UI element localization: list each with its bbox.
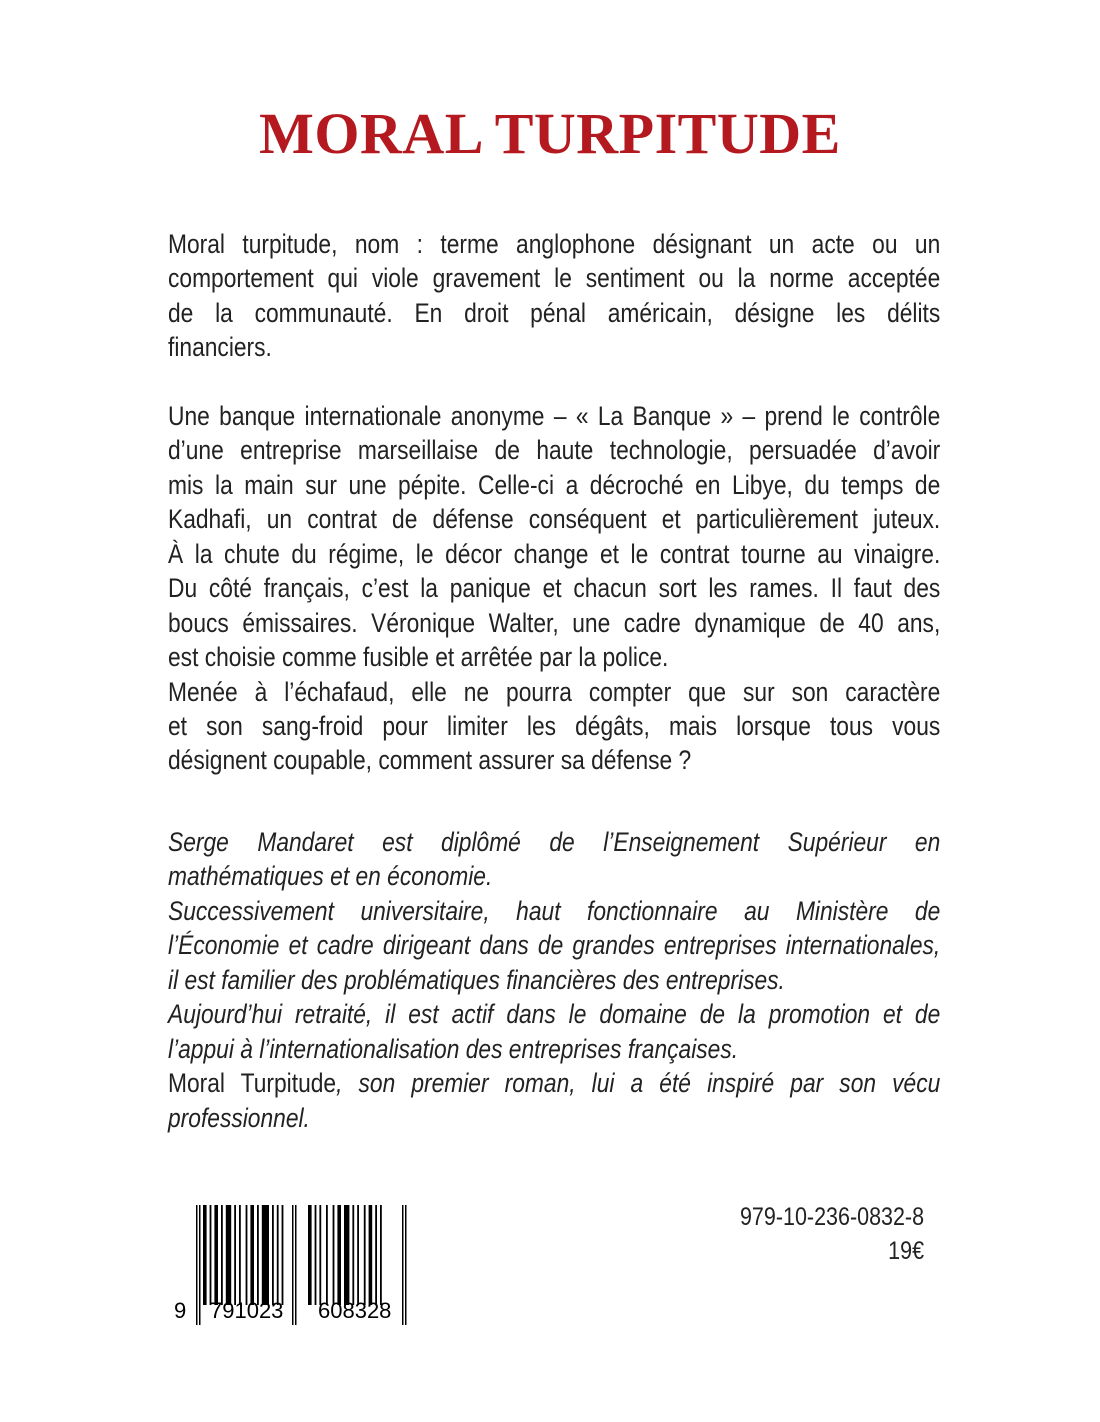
bio-line: Aujourd’hui retraité, il est actif dans le domaine de la promotion et de — [168, 999, 941, 1030]
text-line: Du côté français, c’est la panique et chacun sort les rames. Il faut des — [168, 573, 941, 604]
barcode-bar — [333, 1205, 335, 1305]
barcode-digit-first: 9 — [174, 1298, 187, 1323]
barcode-guard-bar — [405, 1205, 407, 1325]
barcode-bar — [380, 1205, 382, 1305]
barcode-bar — [210, 1205, 212, 1305]
bio-line: Successivement universitaire, haut fonctionnaire au Ministère de — [168, 895, 941, 926]
text-line: et son sang-froid pour limiter les dégâts, mais lorsque tous vous — [168, 710, 941, 741]
barcode-bar — [234, 1205, 236, 1305]
barcode — [170, 1200, 430, 1330]
barcode-bar — [315, 1205, 317, 1305]
barcode-bar — [308, 1205, 312, 1305]
text-line: À la chute du régime, le décor change et le contrat tourne au vinaigre. — [168, 538, 941, 569]
bio-line: l’Économie et cadre dirigeant dans de grandes entreprises internationales, — [168, 930, 941, 961]
bio-line: Serge Mandaret est diplômé de l’Enseignement Supérieur en — [168, 827, 941, 857]
text-line: boucs émissaires. Véronique Walter, une cadre dynamique de 40 ans, — [168, 607, 941, 638]
barcode-bar — [319, 1205, 321, 1305]
barcode-bar — [364, 1205, 366, 1305]
barcode-digits-left: 791023 — [210, 1298, 284, 1323]
text-line: Menée à l’échafaud, elle ne pourra compter que sur son caractère — [168, 676, 941, 707]
bio-text: , son premier roman, lui a été inspiré par son vécu — [336, 1068, 941, 1099]
barcode-digits-right: 608328 — [318, 1298, 392, 1323]
barcode-guard-bar — [292, 1205, 294, 1325]
isbn: 979-10-236-0832-8 — [739, 1203, 924, 1231]
bio-line: l’appui à l’internationalisation des entreprises françaises. — [168, 1033, 739, 1064]
barcode-bar — [226, 1205, 231, 1305]
barcode-bar — [352, 1205, 354, 1305]
barcode-bar — [326, 1205, 328, 1305]
text-line: comportement qui viole gravement le sentiment ou la norme acceptée — [168, 263, 941, 294]
barcode-bar — [250, 1205, 254, 1305]
barcode-bar — [272, 1205, 274, 1305]
isbn-price — [740, 1200, 924, 1268]
barcode-bar — [277, 1205, 279, 1305]
text-line: désignent coupable, comment assurer sa défense ? — [168, 745, 692, 776]
bio-line: mathématiques et en économie. — [168, 861, 493, 892]
text-line: Une banque internationale anonyme – « La Banque » – prend le contrôle — [168, 401, 941, 431]
barcode-bar — [369, 1205, 373, 1305]
text-line: mis la main sur une pépite. Celle-ci a décroché en Libye, du temps de — [168, 469, 941, 500]
text-line: Kadhafi, un contrat de défense conséquent et particulièrement juteux. — [168, 504, 941, 535]
text-line: financiers. — [168, 332, 272, 363]
bio-line: il est familier des problématiques financières des entreprises. — [168, 964, 785, 995]
text-line: Moral turpitude, nom : terme anglophone désignant un acte ou un — [168, 229, 941, 259]
barcode-bar — [344, 1205, 349, 1305]
synopsis-paragraph — [168, 399, 940, 778]
bio-line — [168, 1066, 940, 1100]
barcode-bar — [214, 1205, 218, 1305]
barcode-bar — [375, 1205, 377, 1305]
barcode-bar — [257, 1205, 259, 1305]
definition-paragraph — [168, 227, 940, 365]
barcode-bar — [246, 1205, 248, 1305]
barcode-bar — [262, 1205, 269, 1305]
barcode-bar — [221, 1205, 223, 1305]
barcode-guard-bar — [402, 1205, 404, 1325]
book-title: MORAL TURPITUDE — [259, 101, 841, 166]
barcode-bar — [239, 1205, 241, 1305]
barcode-bar — [357, 1205, 359, 1305]
text-line: de la communauté. En droit pénal américain, désigne les délits — [168, 297, 941, 328]
text-line: d’une entreprise marseillaise de haute technologie, persuadée d’avoir — [168, 435, 941, 466]
author-bio — [168, 825, 940, 1135]
text-line: est choisie comme fusible et arrêtée par la police. — [168, 642, 669, 673]
barcode-bar — [203, 1205, 207, 1305]
bio-line: professionnel. — [168, 1102, 310, 1133]
barcode-bar — [282, 1205, 284, 1305]
novel-title: Moral Turpitude — [168, 1068, 337, 1099]
barcode-guard-bar — [199, 1205, 201, 1325]
price: 19€ — [888, 1237, 924, 1265]
barcode-bar — [337, 1205, 341, 1305]
barcode-guard-bar — [196, 1205, 198, 1325]
barcode-guard-bar — [295, 1205, 297, 1325]
